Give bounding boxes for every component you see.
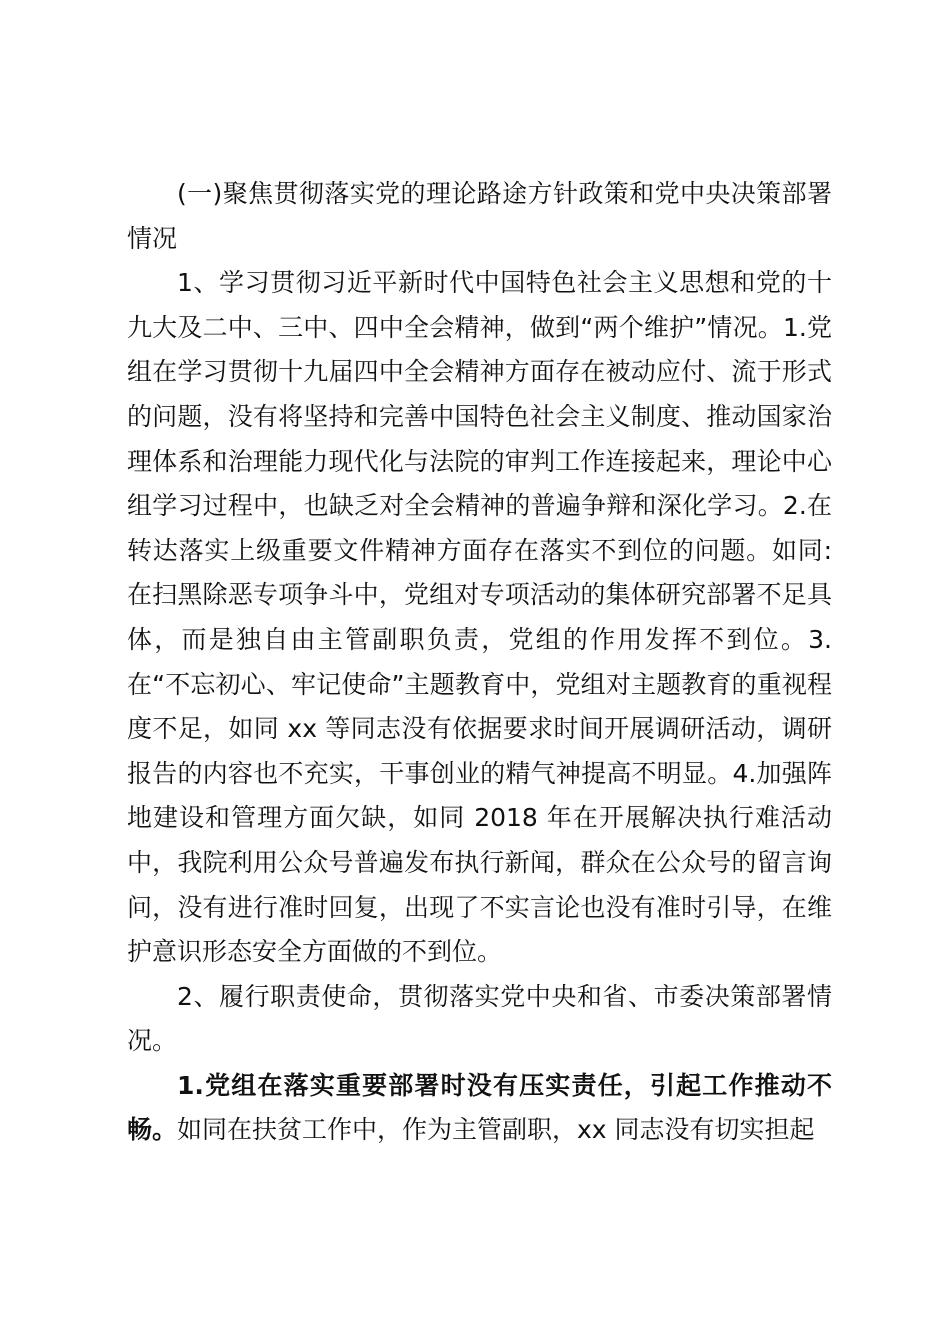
body-paragraph <box>127 1064 832 1153</box>
body-paragraph <box>127 261 832 975</box>
section-heading-paragraph <box>127 172 832 261</box>
paragraph-text: 1、学习贯彻习近平新时代中国特色社会主义思想和党的十九大及二中、三中、四中全会精神，做到“两个维护”情况。1.党组在学习贯彻十九届四中全会精神方面存在被动应付、流于形式的问题，没有将坚持和完善中国特色社会主义制度、推动国家治理体系和治理能力现代化与法院的审判工作连接起来，理论中心组学习过程中，也缺乏对全会精神的普遍争辩和深化学习。2.在转达落实上级重要文件精神方面存在落实不到位的问题。如同:在扫黑除恶专项争斗中，党组对专项活动的集体研究部署不足具体，而是独自由主管副职负责，党组的作用发挥不到位。3.在“不忘初心、牢记使命”主题教育中，党组对主题教育的重视程度不足，如同 xx 等同志没有依据要求时间开展调研活动，调研报告的内容也不充实，干事创业的精气神提高不明显。4.加强阵地建设和管理方面欠缺，如同 2018 年在开展解决执行难活动中，我院利用公众号普遍发布执行新闻，群众在公众号的留言询问，没有进行准时回复，出现了不实言论也没有准时引导，在维护意识形态安全方面做的不到位。 <box>127 268 832 967</box>
paragraph-text: 2、履行职责使命，贯彻落实党中央和省、市委决策部署情况。 <box>127 981 832 1056</box>
document-body <box>127 172 832 1153</box>
paragraph-text: 如同在扶贫工作中，作为主管副职，xx 同志没有切实担起 <box>177 1115 815 1145</box>
paragraph-text: (一)聚焦贯彻落实党的理论路途方针政策和党中央决策部署情况 <box>127 179 832 253</box>
bold-lead-text: 1.党组在落实重要部署时没有压实责任，引起工作推动不畅。 <box>127 1070 832 1145</box>
body-paragraph <box>127 975 832 1064</box>
